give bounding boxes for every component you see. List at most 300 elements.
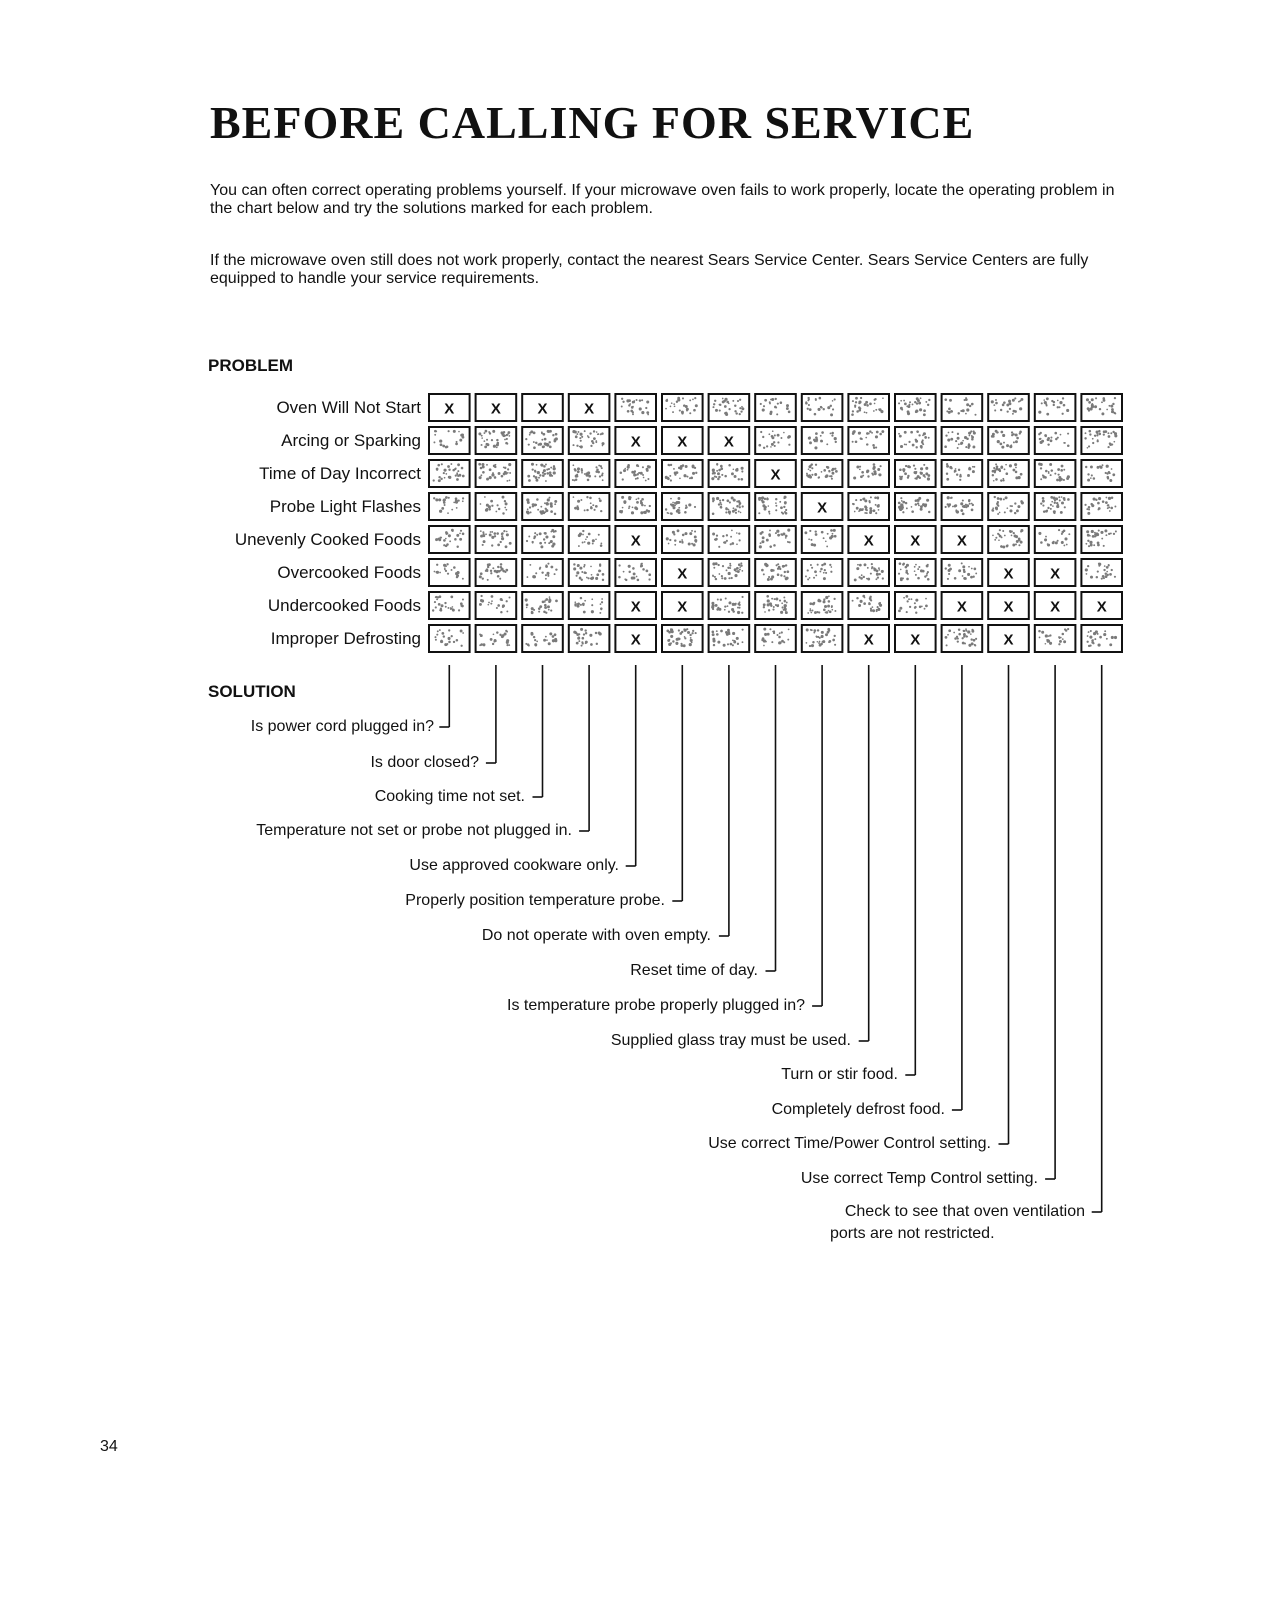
cell-shading-dot bbox=[1102, 500, 1105, 503]
cell-shading-dot bbox=[852, 410, 854, 412]
cell-shading-dot bbox=[945, 506, 947, 508]
cell-shading-dot bbox=[1104, 630, 1106, 632]
cell-shading-dot bbox=[1097, 541, 1100, 544]
solution-label-continued: ports are not restricted. bbox=[830, 1225, 995, 1242]
cell-shading-dot bbox=[1006, 545, 1009, 548]
cell-shading-dot bbox=[858, 510, 860, 512]
cell-shading-dot bbox=[600, 510, 602, 512]
cell-shading-dot bbox=[903, 563, 905, 565]
cell-shading-dot bbox=[1017, 505, 1020, 508]
cell-shading-dot bbox=[462, 533, 465, 536]
cell-shading-dot bbox=[777, 441, 779, 443]
cell-shading-dot bbox=[761, 500, 763, 502]
cell-shading-dot bbox=[948, 411, 951, 414]
cell-shading-dot bbox=[811, 644, 814, 647]
cell-shading-dot bbox=[864, 498, 866, 500]
cell-shading-dot bbox=[813, 603, 815, 605]
cell-shading-dot bbox=[1102, 464, 1104, 466]
cell-shading-dot bbox=[762, 408, 765, 411]
cell-shading-dot bbox=[711, 477, 714, 480]
cell-mark: X bbox=[630, 631, 641, 649]
cell-shading-dot bbox=[732, 639, 734, 641]
cell-shading-dot bbox=[964, 577, 967, 580]
cell-shading-dot bbox=[727, 629, 730, 632]
cell-shading-dot bbox=[492, 430, 495, 433]
cell-shading-dot bbox=[436, 571, 438, 573]
cell-shading-dot bbox=[821, 440, 823, 442]
cell-shading-dot bbox=[679, 409, 681, 411]
cell-shading-dot bbox=[665, 408, 667, 410]
cell-shading-dot bbox=[504, 632, 507, 635]
cell-shading-dot bbox=[486, 478, 489, 481]
cell-shading-dot bbox=[720, 599, 722, 601]
cell-shading-dot bbox=[1043, 510, 1046, 513]
cell-shading-dot bbox=[554, 503, 556, 505]
cell-shading-dot bbox=[1098, 433, 1101, 436]
cell-shading-dot bbox=[601, 474, 603, 476]
cell-shading-dot bbox=[721, 575, 723, 577]
cell-shading-dot bbox=[905, 444, 907, 446]
cell-shading-dot bbox=[443, 499, 446, 502]
cell-shading-dot bbox=[724, 577, 727, 580]
cell-shading-dot bbox=[713, 403, 715, 405]
cell-shading-dot bbox=[712, 633, 715, 636]
cell-shading-dot bbox=[717, 478, 720, 481]
cell-shading-dot bbox=[763, 447, 765, 449]
cell-shading-dot bbox=[969, 503, 971, 505]
cell-shading-dot bbox=[462, 497, 464, 499]
cell-shading-dot bbox=[598, 631, 601, 634]
cell-shading-dot bbox=[648, 573, 651, 576]
cell-shading-dot bbox=[671, 402, 673, 404]
cell-shading-dot bbox=[1053, 404, 1055, 406]
grid-cell bbox=[942, 394, 983, 421]
cell-shading-dot bbox=[535, 442, 537, 444]
cell-shading-dot bbox=[863, 602, 866, 605]
cell-shading-dot bbox=[462, 632, 464, 634]
cell-shading-dot bbox=[772, 609, 774, 611]
cell-shading-dot bbox=[821, 564, 823, 566]
cell-shading-dot bbox=[741, 467, 744, 470]
cell-shading-dot bbox=[971, 503, 973, 505]
cell-shading-dot bbox=[580, 499, 582, 501]
cell-shading-dot bbox=[854, 579, 857, 582]
cell-shading-dot bbox=[621, 510, 623, 512]
cell-shading-dot bbox=[447, 607, 449, 609]
cell-shading-dot bbox=[685, 405, 688, 408]
cell-shading-dot bbox=[787, 639, 789, 641]
cell-shading-dot bbox=[447, 465, 450, 468]
cell-shading-dot bbox=[968, 432, 971, 435]
cell-shading-dot bbox=[554, 633, 557, 636]
cell-shading-dot bbox=[1039, 438, 1041, 440]
cell-shading-dot bbox=[481, 437, 483, 439]
cell-shading-dot bbox=[1085, 543, 1087, 545]
solution-heading: SOLUTION bbox=[208, 682, 296, 701]
cell-shading-dot bbox=[532, 503, 534, 505]
cell-shading-dot bbox=[483, 440, 485, 442]
cell-shading-dot bbox=[459, 538, 462, 541]
cell-shading-dot bbox=[958, 469, 960, 471]
cell-shading-dot bbox=[831, 435, 833, 437]
solution-label: Is power cord plugged in? bbox=[250, 718, 434, 735]
cell-shading-dot bbox=[825, 572, 827, 574]
cell-shading-dot bbox=[491, 473, 494, 476]
cell-shading-dot bbox=[577, 470, 580, 473]
cell-shading-dot bbox=[719, 404, 721, 406]
cell-shading-dot bbox=[1011, 431, 1013, 433]
cell-shading-dot bbox=[831, 606, 833, 608]
grid-cell bbox=[476, 526, 517, 553]
cell-shading-dot bbox=[1012, 410, 1015, 413]
cell-shading-dot bbox=[876, 573, 879, 576]
cell-shading-dot bbox=[456, 507, 458, 509]
cell-shading-dot bbox=[771, 575, 774, 578]
cell-shading-dot bbox=[1015, 471, 1018, 474]
cell-shading-dot bbox=[861, 438, 863, 440]
cell-shading-dot bbox=[642, 474, 644, 476]
cell-shading-dot bbox=[555, 600, 558, 603]
cell-shading-dot bbox=[1052, 505, 1054, 507]
cell-shading-dot bbox=[730, 643, 733, 646]
cell-shading-dot bbox=[925, 467, 928, 470]
cell-shading-dot bbox=[1058, 529, 1060, 531]
cell-shading-dot bbox=[1000, 479, 1002, 481]
cell-shading-dot bbox=[1042, 505, 1044, 507]
cell-shading-dot bbox=[633, 572, 636, 575]
cell-shading-dot bbox=[436, 564, 438, 566]
cell-shading-dot bbox=[999, 498, 1002, 501]
cell-shading-dot bbox=[485, 533, 487, 535]
cell-shading-dot bbox=[1109, 442, 1111, 444]
cell-shading-dot bbox=[536, 641, 538, 643]
cell-shading-dot bbox=[493, 633, 495, 635]
cell-shading-dot bbox=[722, 565, 724, 567]
cell-shading-dot bbox=[526, 540, 528, 542]
cell-shading-dot bbox=[441, 604, 444, 607]
cell-shading-dot bbox=[776, 530, 779, 533]
cell-shading-dot bbox=[1063, 479, 1065, 481]
cell-shading-dot bbox=[919, 408, 922, 411]
cell-shading-dot bbox=[552, 535, 555, 538]
cell-shading-dot bbox=[501, 475, 504, 478]
cell-shading-dot bbox=[866, 443, 868, 445]
cell-mark: X bbox=[770, 466, 781, 484]
cell-shading-dot bbox=[1055, 541, 1058, 544]
cell-shading-dot bbox=[527, 643, 530, 646]
cell-shading-dot bbox=[1110, 507, 1113, 510]
cell-mark: X bbox=[677, 598, 688, 616]
grid-cell bbox=[569, 625, 610, 652]
cell-shading-dot bbox=[1050, 508, 1052, 510]
cell-shading-dot bbox=[497, 544, 500, 547]
problem-label: Unevenly Cooked Foods bbox=[234, 530, 421, 549]
cell-shading-dot bbox=[852, 503, 854, 505]
cell-shading-dot bbox=[731, 542, 734, 545]
cell-shading-dot bbox=[670, 642, 672, 644]
cell-shading-dot bbox=[855, 499, 857, 501]
cell-shading-dot bbox=[448, 469, 450, 471]
cell-shading-dot bbox=[864, 505, 867, 508]
cell-shading-dot bbox=[1106, 638, 1108, 640]
cell-shading-dot bbox=[818, 476, 820, 478]
cell-shading-dot bbox=[1060, 511, 1063, 514]
cell-shading-dot bbox=[618, 564, 620, 566]
cell-shading-dot bbox=[576, 433, 578, 435]
cell-shading-dot bbox=[809, 530, 811, 532]
cell-shading-dot bbox=[1094, 536, 1096, 538]
cell-shading-dot bbox=[689, 634, 691, 636]
cell-shading-dot bbox=[917, 502, 919, 504]
cell-shading-dot bbox=[962, 512, 965, 515]
cell-shading-dot bbox=[993, 480, 995, 482]
cell-shading-dot bbox=[1012, 544, 1015, 547]
cell-shading-dot bbox=[869, 507, 872, 510]
cell-shading-dot bbox=[927, 477, 930, 480]
cell-shading-dot bbox=[1087, 635, 1089, 637]
cell-shading-dot bbox=[774, 598, 776, 600]
cell-shading-dot bbox=[501, 535, 503, 537]
cell-shading-dot bbox=[598, 498, 600, 500]
grid-cell bbox=[1035, 427, 1076, 454]
cell-shading-dot bbox=[1002, 434, 1005, 437]
cell-shading-dot bbox=[722, 401, 725, 404]
cell-shading-dot bbox=[1088, 631, 1090, 633]
cell-shading-dot bbox=[592, 543, 594, 545]
cell-shading-dot bbox=[856, 567, 859, 570]
cell-shading-dot bbox=[900, 578, 903, 581]
cell-shading-dot bbox=[545, 480, 547, 482]
cell-shading-dot bbox=[828, 600, 831, 603]
cell-mark: X bbox=[956, 598, 967, 616]
cell-shading-dot bbox=[443, 635, 445, 637]
cell-shading-dot bbox=[1038, 630, 1041, 633]
cell-shading-dot bbox=[448, 641, 451, 644]
cell-shading-dot bbox=[692, 472, 695, 475]
cell-shading-dot bbox=[1088, 401, 1091, 404]
cell-shading-dot bbox=[871, 432, 873, 434]
cell-mark: X bbox=[723, 433, 734, 451]
cell-shading-dot bbox=[595, 538, 597, 540]
cell-shading-dot bbox=[1109, 510, 1111, 512]
cell-shading-dot bbox=[547, 498, 550, 501]
cell-shading-dot bbox=[480, 595, 482, 597]
cell-shading-dot bbox=[628, 565, 631, 568]
cell-shading-dot bbox=[729, 563, 731, 565]
cell-shading-dot bbox=[806, 628, 809, 631]
cell-shading-dot bbox=[547, 605, 550, 608]
cell-shading-dot bbox=[685, 507, 687, 509]
grid-cell bbox=[662, 493, 703, 520]
cell-shading-dot bbox=[994, 496, 996, 498]
cell-shading-dot bbox=[739, 504, 741, 506]
cell-shading-dot bbox=[775, 502, 777, 504]
cell-shading-dot bbox=[1090, 630, 1092, 632]
cell-shading-dot bbox=[828, 470, 830, 472]
cell-shading-dot bbox=[831, 469, 833, 471]
cell-mark: X bbox=[1050, 598, 1061, 616]
cell-shading-dot bbox=[1000, 466, 1003, 469]
cell-shading-dot bbox=[810, 612, 812, 614]
cell-shading-dot bbox=[766, 564, 769, 567]
cell-shading-dot bbox=[506, 610, 508, 612]
cell-shading-dot bbox=[734, 475, 737, 478]
cell-shading-dot bbox=[678, 629, 680, 631]
cell-shading-dot bbox=[962, 505, 964, 507]
cell-shading-dot bbox=[446, 643, 448, 645]
cell-shading-dot bbox=[725, 507, 727, 509]
cell-mark: X bbox=[910, 532, 921, 550]
cell-shading-dot bbox=[635, 474, 637, 476]
cell-shading-dot bbox=[906, 578, 909, 581]
cell-shading-dot bbox=[681, 541, 683, 543]
cell-shading-dot bbox=[783, 596, 785, 598]
cell-shading-dot bbox=[867, 567, 869, 569]
cell-shading-dot bbox=[545, 574, 547, 576]
cell-shading-dot bbox=[600, 607, 603, 610]
cell-shading-dot bbox=[969, 435, 971, 437]
cell-shading-dot bbox=[579, 577, 582, 580]
cell-shading-dot bbox=[1056, 479, 1059, 482]
cell-shading-dot bbox=[834, 610, 836, 612]
cell-shading-dot bbox=[759, 545, 762, 548]
cell-shading-dot bbox=[740, 562, 742, 564]
cell-shading-dot bbox=[948, 504, 951, 507]
cell-shading-dot bbox=[859, 466, 861, 468]
cell-shading-dot bbox=[829, 564, 831, 566]
cell-shading-dot bbox=[554, 438, 556, 440]
cell-shading-dot bbox=[1097, 466, 1100, 469]
solution-label: Temperature not set or probe not plugged in. bbox=[256, 822, 572, 839]
cell-shading-dot bbox=[1109, 573, 1112, 576]
cell-shading-dot bbox=[596, 573, 599, 576]
cell-shading-dot bbox=[533, 636, 535, 638]
cell-shading-dot bbox=[712, 533, 715, 536]
cell-shading-dot bbox=[878, 473, 881, 476]
cell-shading-dot bbox=[585, 632, 587, 634]
cell-shading-dot bbox=[860, 600, 863, 603]
cell-shading-dot bbox=[995, 537, 997, 539]
cell-shading-dot bbox=[1005, 472, 1008, 475]
cell-shading-dot bbox=[831, 478, 833, 480]
cell-shading-dot bbox=[918, 504, 920, 506]
cell-shading-dot bbox=[731, 529, 733, 531]
cell-shading-dot bbox=[917, 431, 919, 433]
cell-shading-dot bbox=[641, 399, 643, 401]
cell-shading-dot bbox=[537, 471, 540, 474]
cell-shading-dot bbox=[852, 600, 854, 602]
cell-shading-dot bbox=[834, 535, 837, 538]
cell-shading-dot bbox=[874, 472, 877, 475]
cell-shading-dot bbox=[866, 512, 868, 514]
cell-shading-dot bbox=[445, 531, 448, 534]
cell-shading-dot bbox=[586, 577, 588, 579]
cell-shading-dot bbox=[717, 641, 720, 644]
cell-shading-dot bbox=[873, 447, 875, 449]
cell-shading-dot bbox=[1063, 469, 1065, 471]
cell-shading-dot bbox=[725, 511, 727, 513]
cell-shading-dot bbox=[785, 509, 787, 511]
cell-shading-dot bbox=[576, 505, 578, 507]
cell-shading-dot bbox=[864, 411, 866, 413]
cell-shading-dot bbox=[873, 509, 876, 512]
cell-shading-dot bbox=[911, 506, 913, 508]
cell-shading-dot bbox=[869, 511, 872, 514]
cell-shading-dot bbox=[830, 413, 833, 416]
cell-shading-dot bbox=[1107, 432, 1109, 434]
cell-shading-dot bbox=[788, 444, 790, 446]
cell-shading-dot bbox=[1101, 401, 1103, 403]
cell-shading-dot bbox=[825, 596, 828, 599]
cell-shading-dot bbox=[573, 563, 575, 565]
cell-shading-dot bbox=[719, 502, 721, 504]
cell-shading-dot bbox=[788, 411, 791, 414]
cell-shading-dot bbox=[693, 409, 696, 412]
cell-shading-dot bbox=[806, 473, 808, 475]
cell-shading-dot bbox=[622, 401, 624, 403]
cell-shading-dot bbox=[975, 638, 977, 640]
cell-shading-dot bbox=[764, 399, 767, 402]
cell-shading-dot bbox=[739, 506, 741, 508]
cell-shading-dot bbox=[854, 511, 856, 513]
cell-shading-dot bbox=[974, 644, 976, 646]
cell-shading-dot bbox=[539, 605, 542, 608]
cell-shading-dot bbox=[539, 542, 542, 545]
cell-shading-dot bbox=[594, 509, 596, 511]
cell-mark: X bbox=[537, 400, 548, 418]
cell-shading-dot bbox=[907, 573, 909, 575]
cell-shading-dot bbox=[1014, 397, 1016, 399]
cell-shading-dot bbox=[647, 465, 650, 468]
cell-shading-dot bbox=[692, 399, 694, 401]
cell-shading-dot bbox=[902, 511, 904, 513]
cell-shading-dot bbox=[502, 496, 505, 499]
cell-shading-dot bbox=[1003, 442, 1005, 444]
cell-shading-dot bbox=[907, 600, 909, 602]
cell-shading-dot bbox=[740, 411, 742, 413]
cell-shading-dot bbox=[787, 541, 789, 543]
cell-shading-dot bbox=[433, 497, 435, 499]
cell-shading-dot bbox=[533, 441, 535, 443]
cell-shading-dot bbox=[995, 463, 997, 465]
cell-shading-dot bbox=[862, 595, 865, 598]
cell-shading-dot bbox=[852, 441, 854, 443]
cell-shading-dot bbox=[490, 603, 492, 605]
cell-shading-dot bbox=[1017, 476, 1020, 479]
cell-shading-dot bbox=[816, 611, 818, 613]
cell-shading-dot bbox=[993, 467, 995, 469]
cell-shading-dot bbox=[505, 442, 508, 445]
cell-shading-dot bbox=[440, 537, 442, 539]
cell-shading-dot bbox=[763, 603, 766, 606]
cell-shading-dot bbox=[1063, 497, 1066, 500]
cell-shading-dot bbox=[775, 398, 777, 400]
cell-shading-dot bbox=[809, 602, 812, 605]
cell-shading-dot bbox=[808, 437, 810, 439]
cell-shading-dot bbox=[965, 630, 967, 632]
cell-shading-dot bbox=[720, 467, 723, 470]
cell-shading-dot bbox=[539, 532, 542, 535]
cell-shading-dot bbox=[784, 604, 786, 606]
cell-shading-dot bbox=[906, 611, 908, 613]
cell-shading-dot bbox=[1103, 434, 1105, 436]
cell-shading-dot bbox=[1114, 636, 1117, 639]
cell-shading-dot bbox=[532, 469, 534, 471]
cell-shading-dot bbox=[946, 465, 949, 468]
cell-shading-dot bbox=[764, 611, 766, 613]
cell-shading-dot bbox=[446, 563, 448, 565]
cell-shading-dot bbox=[628, 404, 630, 406]
